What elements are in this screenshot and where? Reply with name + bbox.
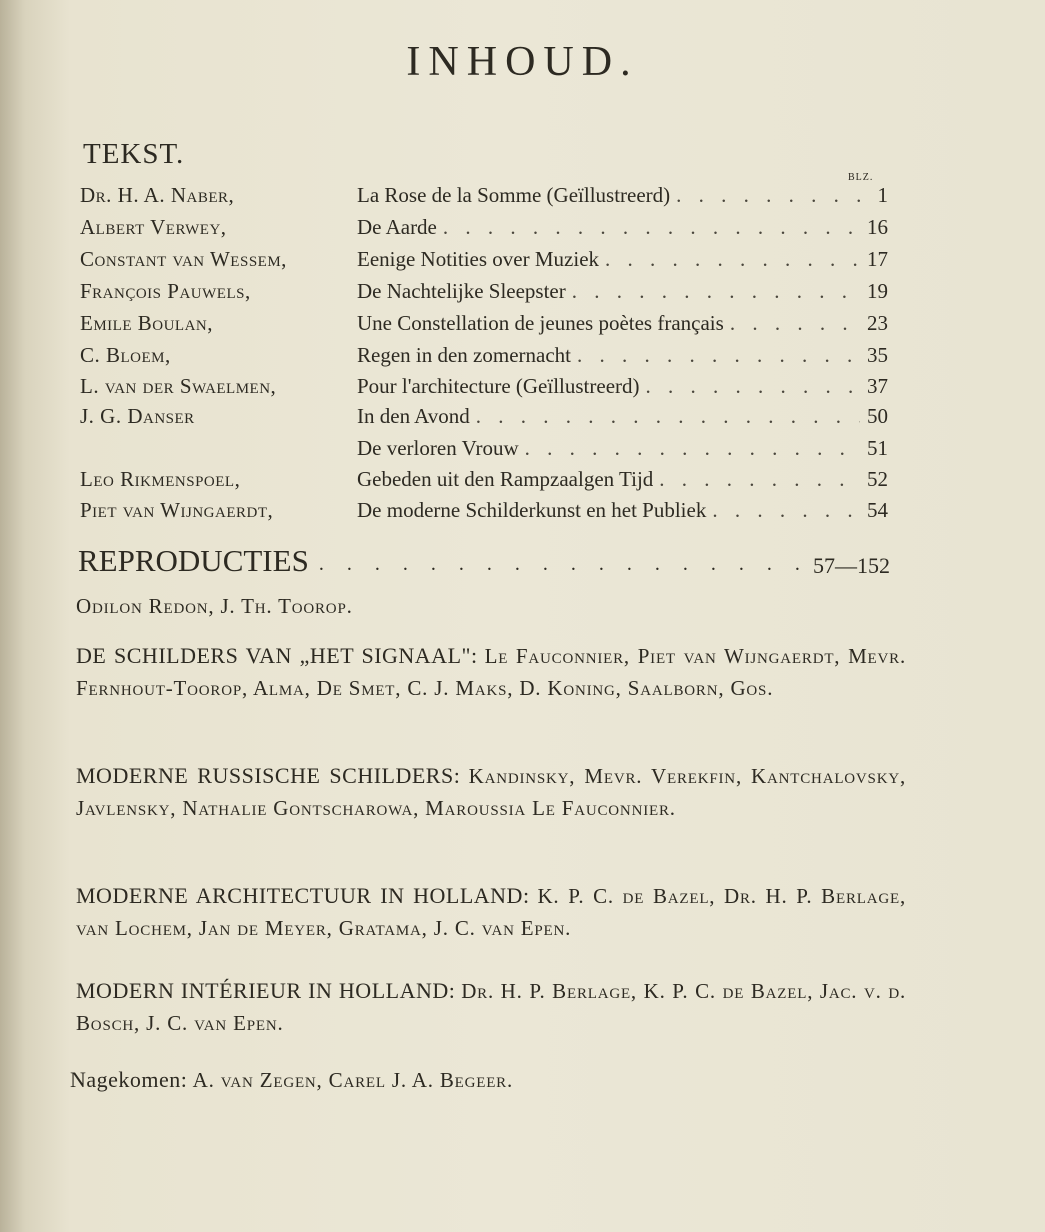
toc-entry xyxy=(80,247,888,277)
entry-work xyxy=(357,436,888,461)
toc-entry xyxy=(80,183,888,213)
section-heading: MODERN INTÉRIEUR IN HOLLAND: xyxy=(76,978,456,1003)
dot-leader xyxy=(572,279,860,304)
dot-leader xyxy=(730,311,860,336)
section-artists: K. P. C. de Bazel, Dr. H. P. Berlage, van Lochem, Jan de Meyer, Gratama, J. C. van Epen. xyxy=(76,884,906,940)
entry-page: 1 xyxy=(877,183,888,207)
entry-work xyxy=(357,343,888,368)
reproducties-line xyxy=(78,543,890,579)
dot-leader xyxy=(443,215,860,240)
entry-work xyxy=(357,247,888,272)
dot-leader xyxy=(319,543,803,579)
section-heading: DE SCHILDERS VAN „HET SIGNAAL": xyxy=(76,643,478,668)
entry-work xyxy=(357,404,888,429)
entry-title: In den Avond xyxy=(357,404,470,428)
entry-page: 54 xyxy=(867,498,888,522)
entry-author: J. G. Danser xyxy=(80,404,195,428)
reproducties-pages: 57—152 xyxy=(813,553,890,578)
entry-title: De Nachtelijke Sleepster xyxy=(357,279,566,303)
section-heading: Nagekomen: xyxy=(70,1067,188,1092)
entry-title: La Rose de la Somme (Geïllustreerd) xyxy=(357,183,671,207)
toc-entry xyxy=(80,404,888,434)
toc-entry xyxy=(80,279,888,309)
entry-title: De verloren Vrouw xyxy=(357,436,519,460)
dot-leader xyxy=(525,436,860,461)
tekst-heading: TEKST. xyxy=(83,138,185,170)
entry-page: 19 xyxy=(867,279,888,303)
dot-leader xyxy=(646,374,861,399)
dot-leader xyxy=(476,404,860,429)
toc-entry xyxy=(80,215,888,245)
entry-author: Piet van Wijngaerdt, xyxy=(80,498,274,522)
reproductie-section xyxy=(76,880,906,944)
entry-author: Constant van Wessem, xyxy=(80,247,287,271)
entry-title: Regen in den zomernacht xyxy=(357,343,571,367)
entry-work xyxy=(357,279,888,304)
entry-title: Gebeden uit den Rampzaalgen Tijd xyxy=(357,467,654,491)
dot-leader xyxy=(676,183,860,208)
entry-work xyxy=(357,183,888,208)
entry-page: 23 xyxy=(867,311,888,335)
section-artists: Dr. H. P. Berlage, K. P. C. de Bazel, Jac. v. d. Bosch, J. C. van Epen. xyxy=(76,979,906,1035)
entry-page: 35 xyxy=(867,343,888,367)
entry-work xyxy=(357,311,888,336)
entry-title: Pour l'architecture (Geïllustreerd) xyxy=(357,374,640,398)
section-heading: MODERNE ARCHITECTUUR IN HOLLAND: xyxy=(76,883,530,908)
reproductie-section xyxy=(76,640,906,704)
section-artists: Le Fauconnier, Piet van Wijngaerdt, Mevr. Fernhout-Toorop, Alma, De Smet, C. J. Maks, D. Koning, Saalborn, Gos. xyxy=(76,644,907,700)
entry-title: Une Constellation de jeunes poètes français xyxy=(357,311,724,335)
section-artists: A. van Zegen, Carel J. A. Begeer. xyxy=(192,1068,514,1092)
section-artists: Odilon Redon, J. Th. Toorop. xyxy=(76,594,353,618)
entry-author: Emile Boulan, xyxy=(80,311,213,335)
page-column-label: BLZ. xyxy=(848,172,874,183)
section-artists: Kandinsky, Mevr. Verekfin, Kantchalovsky, Javlensky, Nathalie Gontscharowa, Maroussia Le Fauconnier. xyxy=(76,764,907,820)
toc-entry xyxy=(80,374,888,404)
toc-entry xyxy=(80,311,888,341)
dot-leader xyxy=(577,343,860,368)
toc-entry xyxy=(80,467,888,497)
toc-entry xyxy=(80,498,888,528)
entry-work xyxy=(357,467,888,492)
entry-page: 52 xyxy=(867,467,888,491)
entry-author: Dr. H. A. Naber, xyxy=(80,183,235,207)
toc-entry xyxy=(80,343,888,373)
entry-author: L. van der Swaelmen, xyxy=(80,374,277,398)
page-title: INHOUD. xyxy=(406,39,639,85)
entry-page: 51 xyxy=(867,436,888,460)
entry-work xyxy=(357,374,888,399)
entry-author: François Pauwels, xyxy=(80,279,251,303)
entry-title: De Aarde xyxy=(357,215,437,239)
section-heading: MODERNE RUSSISCHE SCHILDERS: xyxy=(76,763,461,788)
reproductie-section xyxy=(76,760,906,824)
entry-work xyxy=(357,498,888,523)
entry-title: Eenige Notities over Muziek xyxy=(357,247,600,271)
entry-work xyxy=(357,215,888,240)
reproducties-heading: REPRODUCTIES xyxy=(78,543,309,578)
dot-leader xyxy=(712,498,860,523)
reproductie-section xyxy=(76,975,906,1039)
entry-author: Leo Rikmenspoel, xyxy=(80,467,241,491)
entry-page: 17 xyxy=(867,247,888,271)
entry-page: 16 xyxy=(867,215,888,239)
dot-leader xyxy=(605,247,860,272)
entry-page: 50 xyxy=(867,404,888,428)
entry-author: C. Bloem, xyxy=(80,343,171,367)
entry-title: De moderne Schilderkunst en het Publiek xyxy=(357,498,707,522)
entry-page: 37 xyxy=(867,374,888,398)
reproductie-section xyxy=(70,1064,900,1096)
entry-author: Albert Verwey, xyxy=(80,215,227,239)
reproductie-section xyxy=(76,590,906,622)
dot-leader xyxy=(659,467,860,492)
toc-entry xyxy=(80,436,888,466)
